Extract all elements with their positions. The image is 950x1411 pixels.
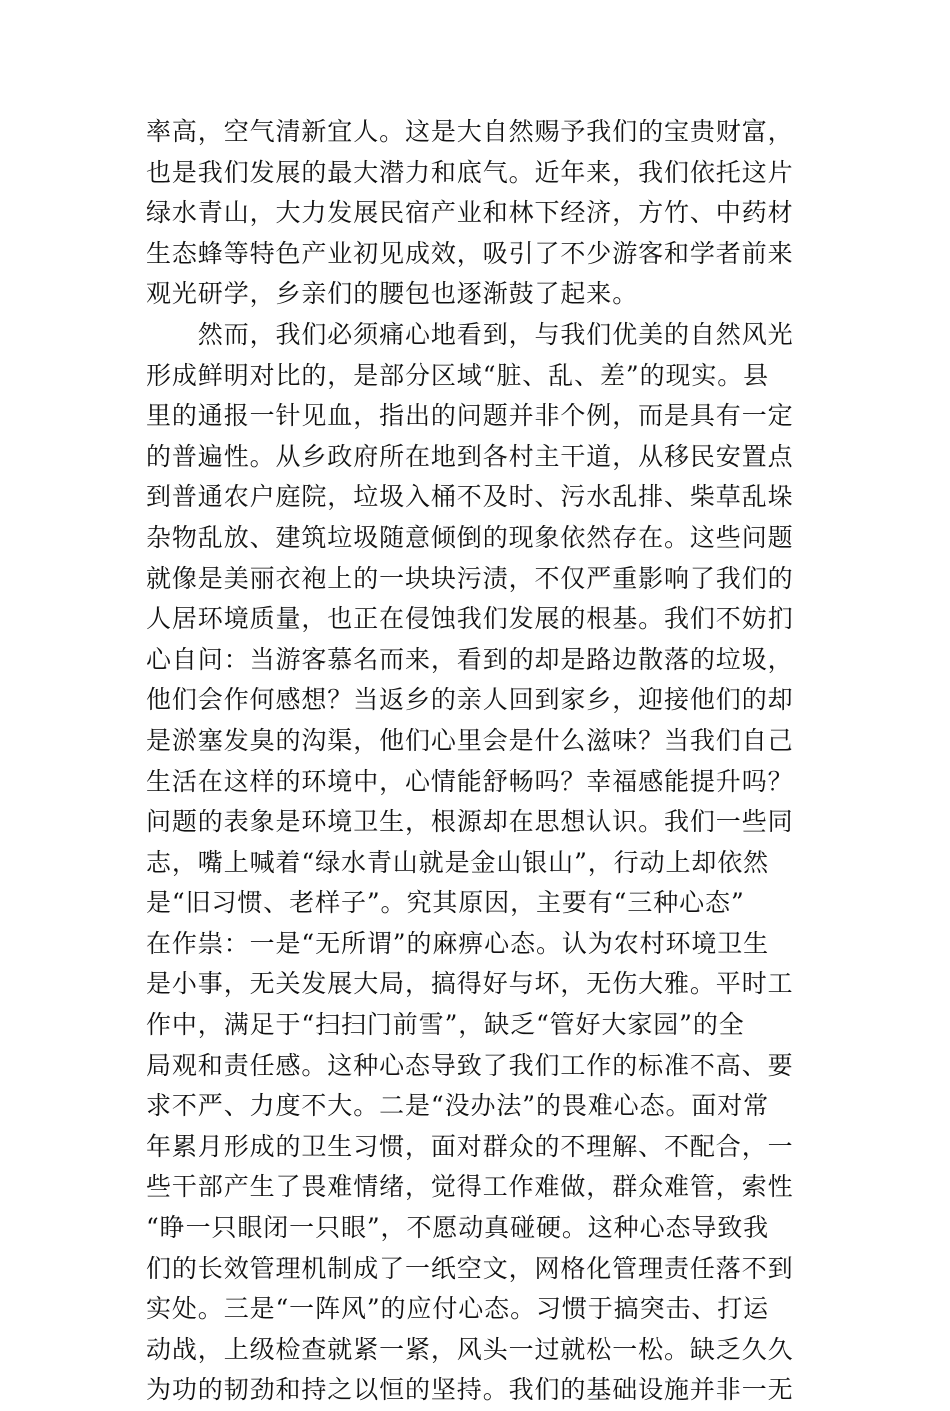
text-line: 生态蜂等特色产业初见成效，吸引了不少游客和学者前来 [146,238,794,268]
text-line: 到普通农户庭院，垃圾入桶不及时、污水乱排、柴草乱垛 [146,482,794,512]
text-line: 率高，空气清新宜人。这是大自然赐予我们的宝贵财富， [146,117,794,146]
body-text [146,112,806,1411]
text-line: 里的通报一针见血，指出的问题并非个例，而是具有一定 [146,401,794,431]
text-line: 实处。三是“一阵风”的应付心态。习惯于搞突击、打运 [146,1294,770,1324]
text-line: 为功的韧劲和持之以恒的坚持。我们的基础设施并非一无 [146,1375,794,1405]
text-line: 年累月形成的卫生习惯，面对群众的不理解、不配合，一 [146,1131,794,1161]
text-line: 人居环境质量，也正在侵蚀我们发展的根基。我们不妨扪 [146,604,794,634]
text-line: 些干部产生了畏难情绪，觉得工作难做，群众难管，索性 [146,1172,794,1202]
text-line: 也是我们发展的最大潜力和底气。近年来，我们依托这片 [146,157,794,187]
text-line: 志，嘴上喊着“绿水青山就是金山银山”，行动上却依然 [146,847,770,877]
text-line: 是小事，无关发展大局，搞得好与坏，无伤大雅。平时工 [146,969,794,999]
text-line: 作中，满足于“扫扫门前雪”，缺乏“管好大家园”的全 [146,1010,745,1040]
text-line: 们的长效管理机制成了一纸空文，网格化管理责任落不到 [146,1253,794,1283]
text-line: 是淤塞发臭的沟渠，他们心里会是什么滋味？当我们自己 [146,725,794,755]
text-line: 求不严、力度不大。二是“没办法”的畏难心态。面对常 [146,1091,770,1121]
text-line: 生活在这样的环境中，心情能舒畅吗？幸福感能提升吗？ [146,766,794,796]
text-line: 在作祟：一是“无所谓”的麻痹心态。认为农村环境卫生 [146,928,770,958]
text-line: 就像是美丽衣袍上的一块块污渍，不仅严重影响了我们的 [146,563,794,593]
text-line: 局观和责任感。这种心态导致了我们工作的标准不高、要 [146,1050,794,1080]
text-line: 他们会作何感想？当返乡的亲人回到家乡，迎接他们的却 [146,685,794,715]
text-line: 心自问：当游客慕名而来，看到的却是路边散落的垃圾， [146,644,794,674]
text-line: 观光研学，乡亲们的腰包也逐渐鼓了起来。 [146,279,639,309]
text-line: 形成鲜明对比的，是部分区域“脏、乱、差”的现实。县 [146,360,770,390]
text-line: “睁一只眼闭一只眼”，不愿动真碰硬。这种心态导致我 [146,1213,770,1243]
text-line: 绿水青山，大力发展民宿产业和林下经济，方竹、中药材 [146,198,794,228]
text-line: 是“旧习惯、老样子”。究其原因，主要有“三种心态” [146,888,745,918]
text-line: 然而，我们必须痛心地看到，与我们优美的自然风光 [146,319,794,349]
text-line: 的普遍性。从乡政府所在地到各村主干道，从移民安置点 [146,441,794,471]
text-line: 杂物乱放、建筑垃圾随意倾倒的现象依然存在。这些问题 [146,522,794,552]
text-line: 问题的表象是环境卫生，根源却在思想认识。我们一些同 [146,807,794,837]
text-line: 动战，上级检查就紧一紧，风头一过就松一松。缺乏久久 [146,1334,794,1364]
